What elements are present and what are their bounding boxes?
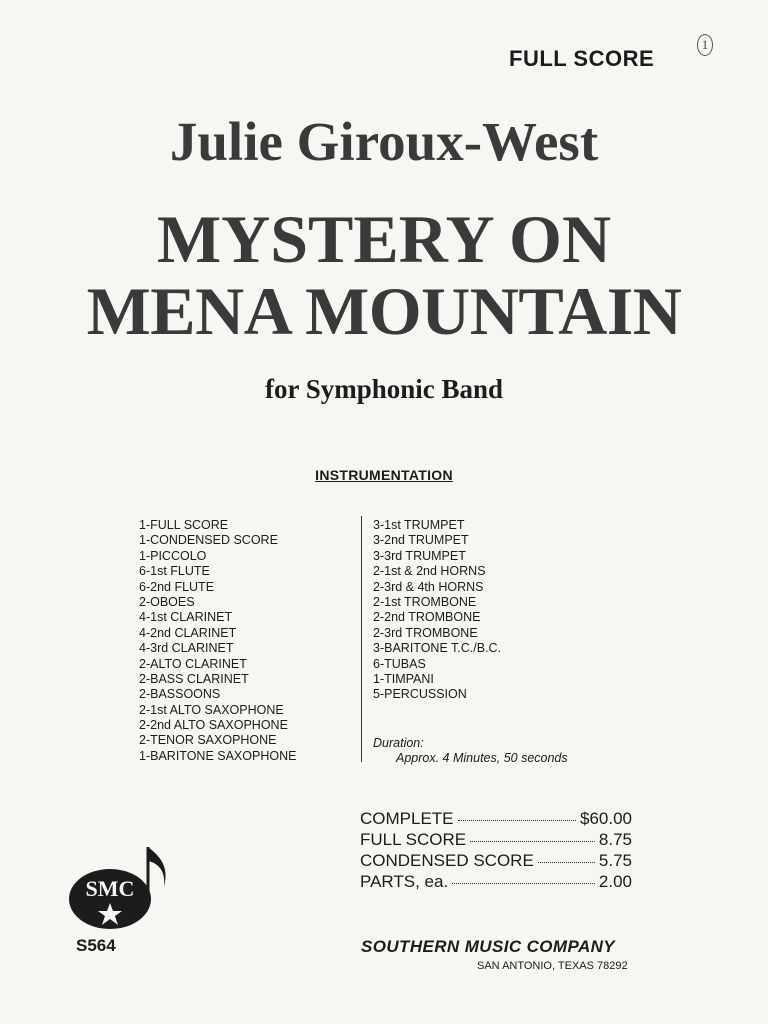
price-row xyxy=(360,872,632,893)
instrument-item: 4-1st CLARINET xyxy=(139,610,233,625)
instrument-item: 2-1st ALTO SAXOPHONE xyxy=(139,702,284,717)
instrument-list-right xyxy=(373,518,501,703)
instrument-item: 3-1st TRUMPET xyxy=(373,518,465,532)
leader-dots xyxy=(538,861,595,863)
instrument-item: 1-CONDENSED SCORE xyxy=(139,533,278,548)
subtitle: for Symphonic Band xyxy=(264,374,504,404)
instrument-item: 2-ALTO CLARINET xyxy=(139,656,247,671)
title-line-2: MENA MOUNTAIN xyxy=(86,273,682,349)
price-amount: 2.00 xyxy=(598,872,632,891)
instrument-item: 4-3rd CLARINET xyxy=(139,641,234,656)
title-line-1: MYSTERY ON xyxy=(156,201,612,277)
duration-value: Approx. 4 Minutes, 50 seconds xyxy=(396,751,568,765)
instrument-item: 2-2nd ALTO SAXOPHONE xyxy=(139,718,288,733)
instrument-item: 1-TIMPANI xyxy=(373,671,434,686)
instrument-item: 6-2nd FLUTE xyxy=(139,579,215,594)
publisher-name: SOUTHERN MUSIC COMPANY xyxy=(361,937,616,956)
instrument-item: 4-2nd CLARINET xyxy=(139,625,237,640)
instrument-item: 2-3rd TROMBONE xyxy=(373,625,478,640)
logo-text: SMC xyxy=(85,876,135,901)
instrument-item: 6-TUBAS xyxy=(373,656,426,671)
leader-dots xyxy=(458,819,576,821)
instrument-item: 2-TENOR SAXOPHONE xyxy=(139,733,277,748)
price-list xyxy=(360,809,632,893)
instrument-item: 2-1st TROMBONE xyxy=(373,594,477,609)
instrument-item: 6-1st FLUTE xyxy=(139,564,210,579)
score-type-label: FULL SCORE xyxy=(509,46,655,71)
price-row xyxy=(360,851,632,872)
composer-name: Julie Giroux-West xyxy=(169,111,599,172)
price-amount: 5.75 xyxy=(598,851,632,870)
instrument-item: 2-3rd & 4th HORNS xyxy=(373,579,484,594)
instrument-item: 1-PICCOLO xyxy=(139,548,207,563)
leader-dots xyxy=(452,882,595,884)
price-item-label: COMPLETE xyxy=(360,809,454,828)
instrument-item: 2-1st & 2nd HORNS xyxy=(373,564,486,579)
price-amount: 8.75 xyxy=(598,830,632,849)
price-row xyxy=(360,830,632,851)
instrument-item: 2-BASS CLARINET xyxy=(139,671,249,686)
instrument-item: 2-BASSOONS xyxy=(139,687,221,702)
instrument-item: 1-BARITONE SAXOPHONE xyxy=(139,748,297,763)
instrument-item: 3-2nd TRUMPET xyxy=(373,533,469,548)
publisher-city: SAN ANTONIO, TEXAS 78292 xyxy=(477,960,628,972)
price-item-label: CONDENSED SCORE xyxy=(360,851,534,870)
leader-dots xyxy=(470,840,595,842)
price-amount: $60.00 xyxy=(580,809,632,828)
instrument-item: 2-2nd TROMBONE xyxy=(373,610,481,625)
instrument-item: 1-FULL SCORE xyxy=(139,518,229,532)
price-item-label: FULL SCORE xyxy=(360,830,467,849)
duration-label: Duration: xyxy=(373,736,424,750)
price-row xyxy=(360,809,632,830)
smc-logo-icon xyxy=(66,843,176,935)
catalog-number: S564 xyxy=(76,936,116,955)
price-item-label: PARTS, ea. xyxy=(360,872,449,891)
instrument-item: 3-BARITONE T.C./B.C. xyxy=(373,641,502,656)
instrument-list-left xyxy=(139,518,296,764)
column-divider xyxy=(361,516,362,762)
instrument-item: 5-PERCUSSION xyxy=(373,687,467,702)
page-number: 1 xyxy=(697,34,713,56)
instrument-item: 3-3rd TRUMPET xyxy=(373,548,466,563)
instrument-item: 2-OBOES xyxy=(139,594,195,609)
instrumentation-heading: INSTRUMENTATION xyxy=(315,467,453,483)
